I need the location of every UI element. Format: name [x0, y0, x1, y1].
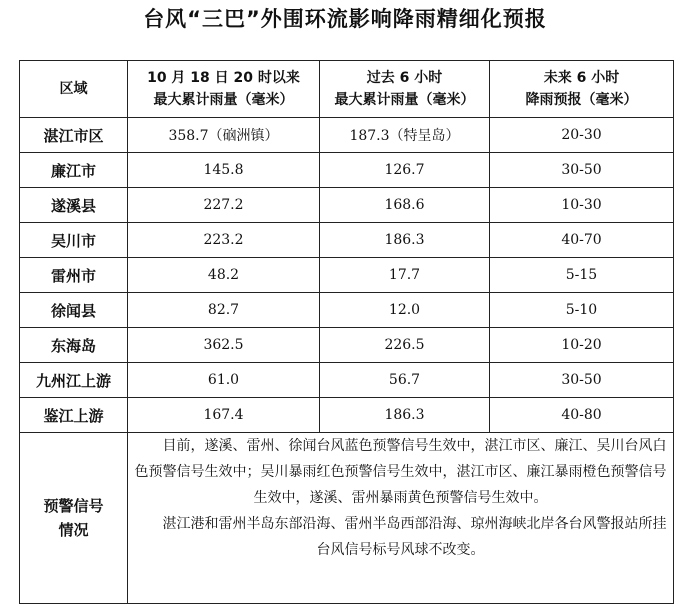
- since-18th-cell: 358.7（硇洲镇）: [128, 118, 320, 153]
- warning-paragraph-1: 目前，遂溪、雷州、徐闻台风蓝色预警信号生效中，湛江市区、廉江、吴川台风白色预警信号生效中；吴川暴雨红色预警信号生效中，湛江市区、廉江暴雨橙色预警信号生效中，遂溪、雷州暴雨黄色预警信号生效中。: [134, 438, 667, 506]
- since-18th-cell: 167.4: [128, 398, 320, 433]
- header-next-6h: [490, 61, 674, 118]
- table-row: [20, 328, 674, 363]
- header-since-line1: 10 月 18 日 20 时以来: [147, 70, 300, 86]
- region-cell: 九州江上游: [20, 363, 128, 398]
- next-6h-cell: 10-30: [490, 188, 674, 223]
- table-row: [20, 398, 674, 433]
- past-6h-cell: 226.5: [320, 328, 490, 363]
- warning-paragraph-2: 湛江港和雷州半岛东部沿海、雷州半岛西部沿海、琼州海峡北岸各台风警报站所挂台风信号标号风球不改变。: [162, 516, 667, 558]
- past-6h-cell: 186.3: [320, 398, 490, 433]
- past-6h-cell: 17.7: [320, 258, 490, 293]
- past-6h-cell: 187.3（特呈岛）: [320, 118, 490, 153]
- region-cell: 湛江市区: [20, 118, 128, 153]
- region-cell: 徐闻县: [20, 293, 128, 328]
- next-6h-cell: 5-15: [490, 258, 674, 293]
- header-past-6h: [320, 61, 490, 118]
- table-row: [20, 118, 674, 153]
- since-18th-cell: 48.2: [128, 258, 320, 293]
- warning-label-line2: 情况: [58, 521, 89, 539]
- next-6h-cell: 5-10: [490, 293, 674, 328]
- warning-text: [128, 433, 674, 604]
- table-row: [20, 223, 674, 258]
- next-6h-cell: 10-20: [490, 328, 674, 363]
- table-row: [20, 153, 674, 188]
- since-18th-cell: 223.2: [128, 223, 320, 258]
- next-6h-cell: 20-30: [490, 118, 674, 153]
- region-cell: 东海岛: [20, 328, 128, 363]
- warning-label: [20, 433, 128, 604]
- warning-label-line1: 预警信号: [43, 497, 104, 515]
- table-row: [20, 293, 674, 328]
- header-since-18th: [128, 61, 320, 118]
- past-6h-cell: 56.7: [320, 363, 490, 398]
- since-18th-cell: 227.2: [128, 188, 320, 223]
- page-title: 台风“三巴”外围环流影响降雨精细化预报: [143, 7, 547, 31]
- header-past-line2: 最大累计雨量（毫米）: [334, 92, 475, 108]
- region-cell: 鉴江上游: [20, 398, 128, 433]
- since-18th-cell: 362.5: [128, 328, 320, 363]
- header-next-line2: 降雨预报（毫米）: [525, 92, 638, 108]
- warning-row: [20, 433, 674, 604]
- region-cell: 廉江市: [20, 153, 128, 188]
- header-since-line2: 最大累计雨量（毫米）: [153, 92, 294, 108]
- region-cell: 吴川市: [20, 223, 128, 258]
- since-18th-cell: 145.8: [128, 153, 320, 188]
- past-6h-cell: 168.6: [320, 188, 490, 223]
- rainfall-table: [19, 60, 674, 604]
- since-18th-cell: 61.0: [128, 363, 320, 398]
- region-cell: 遂溪县: [20, 188, 128, 223]
- header-region: 区域: [20, 61, 128, 118]
- next-6h-cell: 40-80: [490, 398, 674, 433]
- table-row: [20, 188, 674, 223]
- past-6h-cell: 126.7: [320, 153, 490, 188]
- header-past-line1: 过去 6 小时: [366, 70, 443, 86]
- past-6h-cell: 186.3: [320, 223, 490, 258]
- header-next-line1: 未来 6 小时: [543, 70, 620, 86]
- table-header-row: [20, 61, 674, 118]
- next-6h-cell: 40-70: [490, 223, 674, 258]
- since-18th-cell: 82.7: [128, 293, 320, 328]
- region-cell: 雷州市: [20, 258, 128, 293]
- next-6h-cell: 30-50: [490, 363, 674, 398]
- table-row: [20, 363, 674, 398]
- table-row: [20, 258, 674, 293]
- next-6h-cell: 30-50: [490, 153, 674, 188]
- past-6h-cell: 12.0: [320, 293, 490, 328]
